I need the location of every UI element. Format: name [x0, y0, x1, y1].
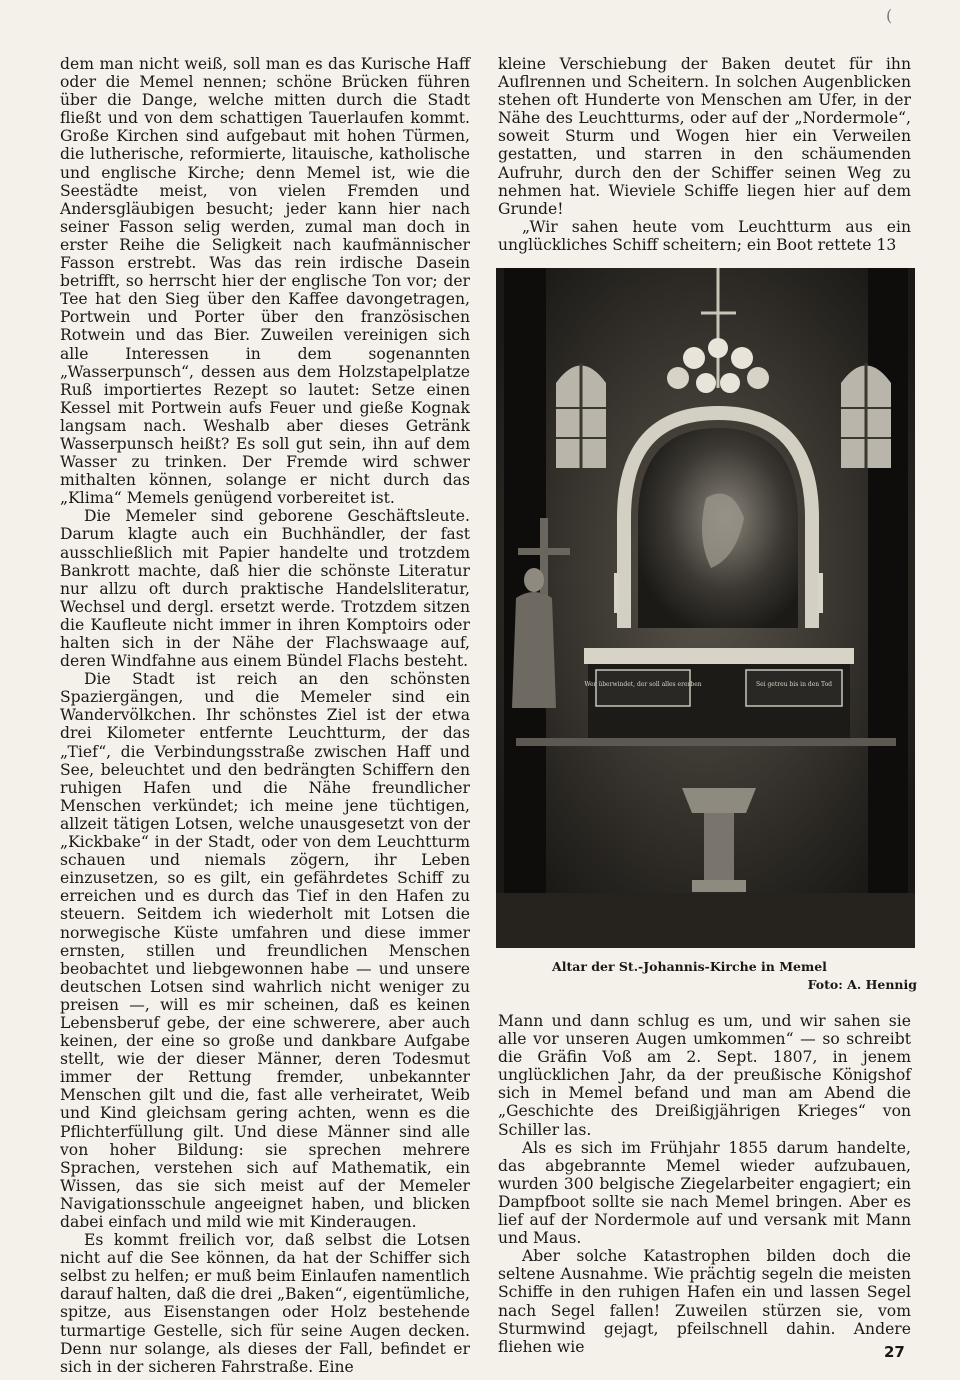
caption-credit: Foto: A. Hennig — [807, 977, 917, 992]
paragraph: Die Stadt ist reich an den schönsten Spaziergängen, und die Memeler sind ein Wandervölkchen. Ihr schönstes Ziel ist der etwa drei Kilometer entfernte Leuchtturm, der das „Tief“, die Verbindungsstraße zwischen Haff und See, beleuchtet und den bedrängten Schiffern den ruhigen Hafen und die Nähe freundlicher Menschen verkündet; ich meine jene tüchtigen, allzeit tätigen Lotsen, welche unausgesetzt von der „Kickbake“ in der Stadt, oder von dem Leuchtturm schauen und niemals zögern, ihr Leben einzusetzen, so es gilt, ein gefährdetes Schiff zu erreichen und es durch das Tief in den Hafen zu steuern. Seitdem ich wiederholt mit Lotsen die norwegische Küste umfahren und diese immer ernsten, stillen und freundlichen Menschen beobachtet und liebgewonnen habe — und unsere deutschen Lotsen sind wahrlich nicht weniger zu preisen —, will es mir scheinen, daß es keinen Lebensberuf gebe, der eine schwerere, aber auch keinen, der eine so große und dankbare Aufgabe stellt, wie der dieser Männer, deren Todesmut immer der Rettung fremder, unbekannter Menschen gilt und die, fast alle verheiratet, Weib und Kind gleichsam gering achten, wenn es die Pflichterfüllung gilt. Und diese Männer sind alle von hoher Bildung: sie sprechen mehrere Sprachen, verstehen sich auf Mathematik, ein Wissen, das sie sich meist auf der Memeler Navigationsschule angeeignet haben, und blicken dabei einfach und mild wie mit Kinderaugen. — [60, 670, 470, 1231]
altar-photograph — [496, 268, 915, 948]
photo-caption — [552, 958, 917, 994]
panel-right-text: Sei getreu bis in den Tod — [755, 681, 833, 688]
paragraph: Mann und dann schlug es um, und wir sahen sie alle vor unseren Augen umkommen“ — so schreibt die Gräfin Voß am 2. Sept. 1807, in jenem unglücklichen Jahr, da der preußische Königshof sich in Memel befand und man am Abend die „Geschichte des Dreißigjährigen Krieges“ von Schiller las. — [498, 1012, 911, 1139]
altar-table-top — [584, 648, 854, 664]
paragraph: kleine Verschiebung der Baken deutet für ihn Auflrennen und Scheitern. In solchen Augenblicken stehen oft Hunderte von Menschen am Ufer, in der Nähe des Leuchtturms, oder auf der „Nordermole“, soweit Sturm und Wogen hier ein Verweilen gestatten, und starren in den schäumenden Aufruhr, durch den der Schiffer seinen Weg zu nehmen hat. Wieviele Schiffe liegen hier auf dem Grunde! — [498, 55, 911, 218]
caption-title: Altar der St.-Johannis-Kirche in Memel — [552, 959, 827, 974]
paragraph: dem man nicht weiß, soll man es das Kurische Haff oder die Memel nennen; schöne Brücken führen über die Dange, welche mitten durch die Stadt fließt und von dem schattigen Tauerlaufen kommt. Große Kirchen sind aufgebaut mit hohen Türmen, die lutherische, reformierte, litauische, katholische und englische Kirche; denn Memel ist, wie die Seestädte meist, von vielen Fremden und Andersgläubigen besucht; jeder kann hier nach seiner Fasson selig werden, zumal man doch in erster Reihe die Seligkeit nach kaufmännischer Fasson erstrebt. Was das rein irdische Dasein betrifft, so herrscht hier der englische Ton vor; der Tee hat den Sieg über den Kaffee davongetragen, Portwein und Porter über den französischen Rotwein und das Bier. Zuweilen vereinigen sich alle Interessen in dem sogenannten „Wasserpunsch“, dessen aus dem Holzstapelplatze Ruß importiertes Rezept so lautet: Setze einen Kessel mit Portwein aufs Feuer und gieße Kognak langsam nach. Weshalb aber dieses Getränk Wasserpunsch heißt? Es soll gut sein, ihn auf dem Wasser zu trinken. Der Fremde wird schwer mithalten können, solange er nicht durch das „Klima“ Memels genügend vorbereitet ist. — [60, 55, 470, 508]
right-window — [841, 363, 891, 468]
panel-left-text: Wer überwindet, der soll alles ererben — [584, 681, 702, 688]
paragraph: „Wir sahen heute vom Leuchtturm aus ein unglückliches Schiff scheitern; ein Boot rettete 13 — [498, 217, 911, 254]
corner-mark: ( — [886, 6, 893, 25]
paragraph: Die Memeler sind geborene Geschäftsleute. Darum klagte auch ein Buchhändler, der fast ausschließlich mit Papier handelte und trotzdem Bankrott machte, daß hier die schönste Literatur nur allzu oft durch praktische Handelsliteratur, Wechsel und dergl. ersetzt werde. Trotzdem sitzen die Kaufleute nicht immer in ihren Komptoirs oder halten sich in der Nähe der Flachswaage auf, deren Windfahne aus einem Bündel Flachs besteht. — [60, 507, 470, 671]
page-number: 27 — [884, 1343, 905, 1361]
paragraph: Als es sich im Frühjahr 1855 darum handelte, das abgebrannte Memel wieder aufzubauen, wurden 300 belgische Ziegelarbeiter engagiert; ein Dampfboot sollte sie nach Memel bringen. Aber es lief auf der Nordermole auf und versank mit Mann und Maus. — [498, 1138, 911, 1248]
altar-illustration — [496, 268, 915, 948]
paragraph: Aber solche Katastrophen bilden doch die seltene Ausnahme. Wie prächtig segeln die meisten Schiffe in den ruhigen Hafen ein und lassen Segel nach Segel fallen! Zuweilen stürzen sie, vom Sturmwind gejagt, pfeilschnell dahin. Andere fliehen wie — [498, 1247, 911, 1356]
right-column-bottom — [498, 1012, 911, 1356]
right-column-top — [498, 55, 911, 254]
paragraph: Es kommt freilich vor, daß selbst die Lotsen nicht auf die See können, da hat der Schiffer sich selbst zu helfen; er muß beim Einlaufen namentlich darauf halten, daß die drei „Baken“, eigentümliche, spitze, aus Eisenstangen oder Holz bestehende turmartige Gestelle, sich für seine Augen decken. Denn nur solange, als dieses der Fall, befindet er sich in der sicheren Fahrstraße. Eine — [60, 1231, 470, 1376]
left-window — [556, 363, 606, 468]
left-column — [60, 55, 470, 1376]
